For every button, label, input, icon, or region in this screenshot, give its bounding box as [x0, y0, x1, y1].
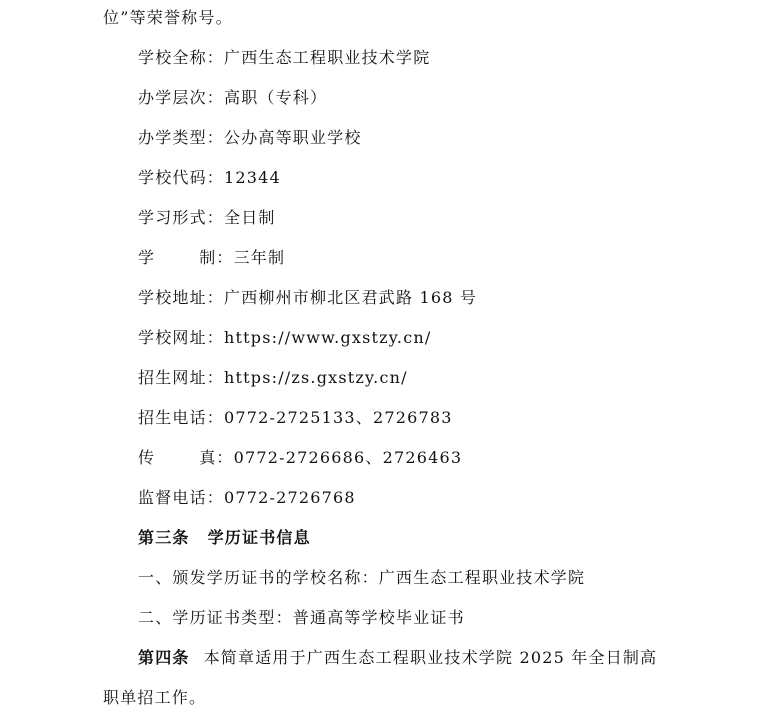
supervision-phone: 监督电话：0772-2726768: [138, 488, 356, 507]
fax-value: 真：0772-2726686、2726463: [199, 448, 463, 467]
school-type: 办学类型：公办高等职业学校: [138, 128, 362, 147]
article-three-title: 学历证书信息: [207, 528, 311, 547]
school-system-label-start: 学: [138, 248, 156, 267]
fax-label-start: 传: [138, 448, 156, 467]
article-four-continuation: 职单招工作。: [103, 688, 207, 707]
article-three-number: 第三条: [138, 528, 190, 547]
article-four-number: 第四条: [138, 648, 190, 667]
school-full-name: 学校全称：广西生态工程职业技术学院: [138, 48, 431, 67]
article-four-line: [138, 648, 657, 668]
fax: [138, 448, 462, 468]
school-system-value: 制：三年制: [199, 248, 286, 267]
school-system: [138, 248, 285, 268]
admission-phone: 招生电话：0772-2725133、2726783: [138, 408, 453, 427]
certificate-school-name: 一、颁发学历证书的学校名称：广西生态工程职业技术学院: [138, 568, 586, 587]
article-three-heading: [138, 528, 311, 548]
article-four-text: 本简章适用于广西生态工程职业技术学院 2025 年全日制高: [203, 648, 658, 667]
school-code: 学校代码：12344: [138, 168, 281, 187]
admission-website: 招生网址：https://zs.gxstzy.cn/: [138, 368, 408, 387]
school-level: 办学层次：高职（专科）: [138, 88, 328, 107]
study-form: 学习形式：全日制: [138, 208, 276, 227]
paragraph-tail: 位”等荣誉称号。: [103, 8, 233, 27]
school-website: 学校网址：https://www.gxstzy.cn/: [138, 328, 432, 347]
school-address: 学校地址：广西柳州市柳北区君武路 168 号: [138, 288, 478, 307]
certificate-type: 二、学历证书类型：普通高等学校毕业证书: [138, 608, 465, 627]
